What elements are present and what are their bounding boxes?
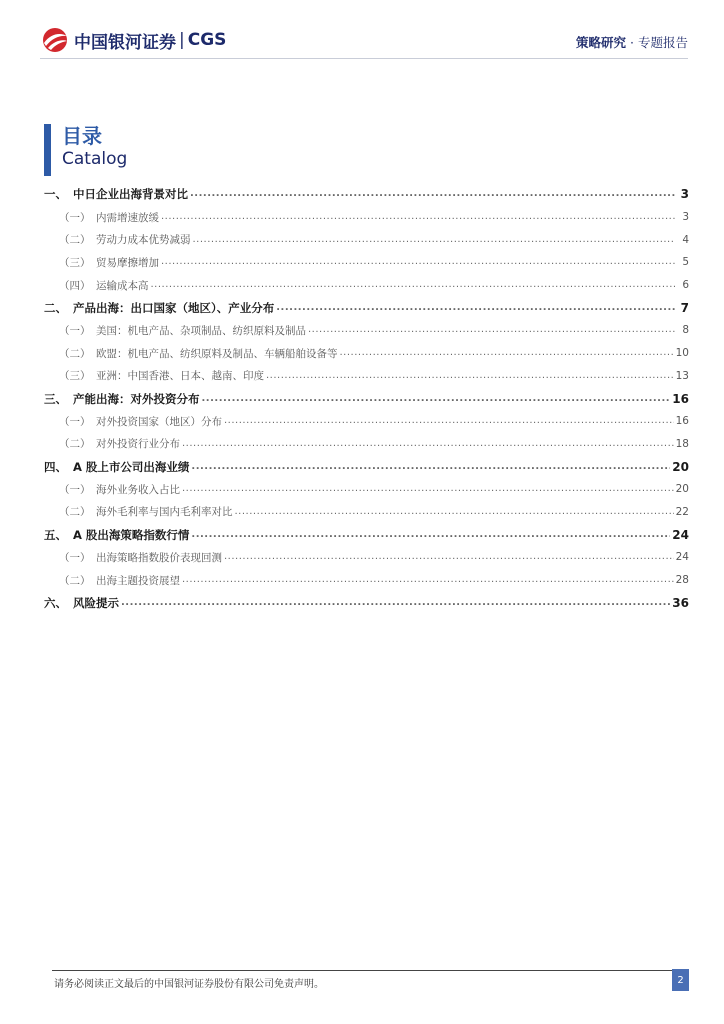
toc-entry-title: 对外投资国家（地区）分布 [96, 415, 222, 428]
toc-subsection-entry[interactable] [44, 501, 689, 524]
toc-section-entry[interactable] [44, 387, 689, 410]
toc-entry-number: （一） [59, 483, 91, 496]
toc-entry-title: 产品出海：出口国家（地区）、产业分布 [73, 300, 275, 315]
toc-entry-page: 3 [680, 187, 689, 202]
toc-dot-leader [182, 483, 674, 495]
toc-entry-title: 劳动力成本优势减弱 [96, 234, 191, 247]
toc-dot-leader [161, 211, 675, 223]
toc-dot-leader [191, 461, 670, 473]
toc-entry-page: 13 [675, 369, 689, 382]
toc-dot-leader [235, 506, 674, 518]
toc-entry-page: 3 [682, 211, 689, 224]
toc-entry-page: 10 [675, 347, 689, 360]
report-subcategory: 专题报告 [637, 35, 688, 50]
toc-subsection-entry[interactable] [44, 365, 689, 388]
toc-entry-number: 二、 [44, 300, 67, 315]
toc-subsection-entry[interactable] [44, 478, 689, 501]
toc-subsection-entry[interactable] [44, 251, 689, 274]
galaxy-logo-icon [40, 26, 70, 54]
toc-entry-title: 欧盟：机电产品、纺织原料及制品、车辆船舶设备等 [96, 347, 338, 360]
toc-entry-title: 海外毛利率与国内毛利率对比 [96, 506, 233, 519]
toc-entry-number: 五、 [44, 527, 67, 542]
logo-text: 中国银河证券 [74, 32, 176, 53]
toc-entry-title: 运输成本高 [96, 279, 149, 292]
footer-divider [52, 970, 688, 971]
footer-disclaimer: 请务必阅读正文最后的中国银河证券股份有限公司免责声明。 [54, 979, 324, 990]
toc-dot-leader [121, 597, 670, 609]
toc-dot-leader [193, 234, 676, 246]
header-divider [40, 58, 688, 59]
toc-entry-title: 出海主题投资展望 [96, 574, 180, 587]
toc-entry-number: （二） [59, 574, 91, 587]
toc-entry-number: （一） [59, 324, 91, 337]
toc-entry-page: 16 [675, 415, 689, 428]
toc-entry-page: 5 [682, 256, 689, 269]
toc-section-entry[interactable] [44, 591, 689, 614]
report-type [576, 33, 688, 51]
toc-entry-page: 6 [682, 279, 689, 292]
toc-entry-number: （二） [59, 347, 91, 360]
toc-entry-page: 36 [672, 595, 689, 610]
toc-entry-title: 产能出海：对外投资分布 [73, 391, 200, 406]
toc-entry-title: 出海策略指数股价表现回测 [96, 551, 222, 564]
table-of-contents [44, 183, 689, 614]
toc-dot-leader [202, 393, 671, 405]
toc-entry-title: 亚洲：中国香港、日本、越南、印度 [96, 370, 264, 383]
toc-section-entry[interactable] [44, 455, 689, 478]
toc-subsection-entry[interactable] [44, 546, 689, 569]
title-english: Catalog [62, 149, 128, 169]
toc-entry-page: 7 [680, 300, 689, 315]
toc-entry-page: 16 [672, 391, 689, 406]
toc-dot-leader [224, 415, 674, 427]
toc-entry-page: 20 [672, 459, 689, 474]
toc-entry-number: （一） [59, 415, 91, 428]
toc-subsection-entry[interactable] [44, 319, 689, 342]
toc-entry-title: 中日企业出海背景对比 [73, 187, 188, 202]
toc-dot-leader [276, 302, 675, 314]
toc-entry-number: 一、 [44, 187, 67, 202]
toc-entry-title: A 股出海策略指数行情 [73, 527, 190, 542]
toc-entry-number: （一） [59, 211, 91, 224]
toc-entry-number: （一） [59, 551, 91, 564]
toc-entry-number: 六、 [44, 595, 67, 610]
toc-entry-page: 24 [675, 551, 689, 564]
company-logo [40, 27, 226, 53]
toc-entry-number: （四） [59, 279, 91, 292]
toc-dot-leader [190, 188, 675, 200]
title-accent-bar [44, 124, 51, 176]
toc-subsection-entry[interactable] [44, 274, 689, 297]
toc-subsection-entry[interactable] [44, 410, 689, 433]
toc-entry-number: （三） [59, 256, 91, 269]
toc-dot-leader [151, 279, 676, 291]
toc-dot-leader [340, 347, 674, 359]
toc-entry-number: 三、 [44, 391, 67, 406]
toc-entry-page: 22 [675, 505, 689, 518]
title-chinese: 目录 [62, 124, 102, 148]
logo-abbreviation: CGS [187, 30, 227, 50]
report-type-separator: · [626, 35, 638, 50]
toc-entry-title: 内需增速放缓 [96, 211, 159, 224]
toc-entry-page: 20 [675, 483, 689, 496]
toc-dot-leader [161, 256, 675, 268]
page-header [0, 0, 724, 60]
toc-entry-number: （二） [59, 234, 91, 247]
logo-separator: | [179, 30, 185, 50]
toc-dot-leader [182, 438, 674, 450]
toc-subsection-entry[interactable] [44, 206, 689, 229]
toc-entry-page: 28 [675, 574, 689, 587]
toc-section-entry[interactable] [44, 296, 689, 319]
toc-entry-page: 24 [672, 527, 689, 542]
toc-entry-page: 8 [682, 324, 689, 337]
toc-entry-number: （二） [59, 438, 91, 451]
toc-entry-title: 海外业务收入占比 [96, 483, 180, 496]
toc-subsection-entry[interactable] [44, 228, 689, 251]
toc-subsection-entry[interactable] [44, 569, 689, 592]
toc-entry-page: 18 [675, 437, 689, 450]
toc-entry-title: 美国：机电产品、杂项制品、纺织原料及制品 [96, 324, 306, 337]
toc-entry-title: A 股上市公司出海业绩 [73, 459, 190, 474]
toc-dot-leader [191, 529, 670, 541]
toc-entry-number: （二） [59, 506, 91, 519]
toc-dot-leader [182, 574, 674, 586]
toc-entry-number: 四、 [44, 459, 67, 474]
toc-entry-title: 风险提示 [73, 595, 119, 610]
toc-entry-title: 贸易摩擦增加 [96, 256, 159, 269]
toc-entry-title: 对外投资行业分布 [96, 438, 180, 451]
toc-section-entry[interactable] [44, 183, 689, 206]
toc-entry-number: （三） [59, 370, 91, 383]
toc-dot-leader [266, 370, 674, 382]
page-number: 2 [672, 969, 689, 991]
toc-subsection-entry[interactable] [44, 433, 689, 456]
report-category: 策略研究 [576, 35, 627, 50]
toc-subsection-entry[interactable] [44, 342, 689, 365]
toc-section-entry[interactable] [44, 523, 689, 546]
toc-dot-leader [308, 324, 675, 336]
toc-entry-page: 4 [682, 233, 689, 246]
toc-dot-leader [224, 551, 674, 563]
